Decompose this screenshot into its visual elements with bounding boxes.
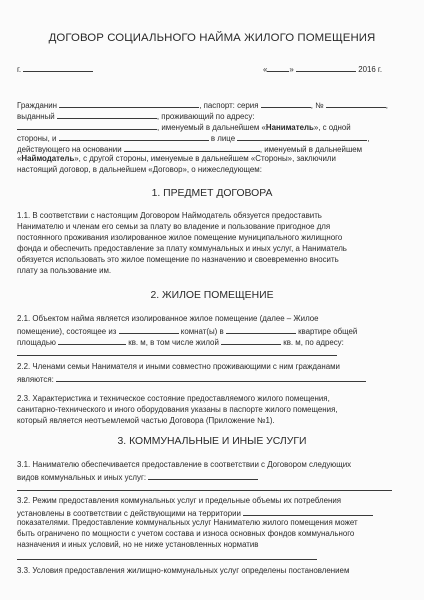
s3-p2-line-blank	[17, 551, 317, 563]
passport-series-field[interactable]	[261, 99, 311, 108]
s1-line: плату за пользование им.	[17, 266, 112, 275]
day-field[interactable]	[267, 63, 289, 72]
s3-p3-line-1: 3.3. Условия предоставления жилищно-коммунальных услуг определены постановлением	[17, 566, 350, 575]
s3-p2-line: назначения и иных условий, но не ниже установленных норматив	[17, 540, 259, 549]
issued-by-field[interactable]	[57, 110, 157, 119]
preamble-line-4: стороны, и в лице ,	[17, 134, 370, 143]
services-field-cont[interactable]	[17, 482, 392, 491]
month-field[interactable]	[296, 63, 356, 72]
s2-p1-line-2: помещение), состоящее из комнат(ы) в квартире общей	[17, 327, 358, 336]
preamble-line-2: выданный , проживающий по адресу:	[17, 112, 255, 121]
s1-line: фонда и обеспечить предоставление за плату коммунальных и иных услуг, а Наниматель	[17, 244, 347, 253]
s3-p1-line-3	[17, 482, 392, 494]
s2-p3-line: санитарно-технического и иного оборудования указаны в паспорте жилого помещения,	[17, 405, 338, 414]
basis-field[interactable]	[124, 143, 260, 152]
s3-p1-line-2: видов коммунальных и иных услуг:	[17, 471, 258, 483]
year-text: 2016 г.	[358, 65, 383, 74]
s2-p2-line-1: 2.2. Членами семьи Нанимателя и иными совместно проживающими с ним гражданами	[17, 362, 340, 371]
preamble-line-3: , именуемый в дальнейшем «Наниматель», с одной	[17, 121, 351, 133]
s1-line: обязуется использовать это жилое помещение по назначению и своевременно вносить	[17, 255, 339, 264]
dwelling-address-field[interactable]	[17, 347, 337, 356]
services-field[interactable]	[148, 471, 258, 480]
s2-p3-line: который является неотъемлемой частью Договора (Приложение №1).	[17, 416, 275, 425]
preamble-line-7: настоящий договор, в дальнейшем «Договор», о нижеследующем:	[17, 165, 262, 174]
citizen-name-field[interactable]	[59, 99, 199, 108]
living-area-field[interactable]	[221, 336, 281, 345]
document-title: ДОГОВОР СОЦИАЛЬНОГО НАЙМА ЖИЛОГО ПОМЕЩЕНИЯ	[48, 32, 376, 44]
s3-p2-line: установлены в соответствии с действующими на территории	[17, 507, 373, 519]
section-3-heading: 3. КОММУНАЛЬНЫЕ И ИНЫЕ УСЛУГИ	[117, 436, 307, 447]
s2-p3-line: 2.3. Характеристика и техническое состояние предоставляемого жилого помещения,	[17, 394, 330, 403]
preamble-line-5: действующего на основании , именуемый в дальнейшем	[17, 145, 363, 154]
section-1-heading: 1. ПРЕДМЕТ ДОГОВОРА	[151, 188, 273, 199]
s3-p2-line: быть ограничено по мощности с учетом состава и износа основных фондов коммунального	[17, 529, 355, 538]
section-2-heading: 2. ЖИЛОЕ ПОМЕЩЕНИЕ	[150, 290, 274, 301]
territory-field[interactable]	[243, 507, 373, 516]
s3-p2-line: показателями. Предоставление коммунальных услуг Нанимателю жилого помещения может	[17, 518, 358, 527]
rooms-count-field[interactable]	[119, 325, 179, 334]
s2-p2-line-2: являются:	[17, 373, 366, 385]
s2-p1-line-4	[17, 347, 337, 359]
s3-p2-line: 3.2. Режим предоставления коммунальных услуг и предельные объемы их потребления	[17, 496, 342, 505]
s1-line: 1.1. В соответствии с настоящим Договором Наймодатель обязуется предоставить	[17, 211, 322, 220]
city-prefix: г.	[17, 65, 22, 74]
address-field[interactable]	[17, 121, 157, 130]
total-area-field[interactable]	[58, 336, 126, 345]
s1-line: Нанимателю и членам его семьи за плату во владение и пользование пригодное для	[17, 222, 331, 231]
preamble-line-1: Гражданин , паспорт: серия , № ,	[17, 101, 388, 110]
city-line	[17, 63, 93, 75]
preamble-line-6: «Наймодатель», с другой стороны, именуемые в дальнейшем «Стороны», заключили	[17, 154, 336, 163]
city-field[interactable]	[23, 63, 93, 72]
norms-field[interactable]	[17, 551, 317, 560]
s2-p1-line-1: 2.1. Объектом найма является изолированное жилое помещение (далее – Жилое	[17, 314, 319, 323]
apartment-field[interactable]	[226, 325, 296, 334]
passport-number-field[interactable]	[326, 99, 386, 108]
family-members-field[interactable]	[56, 373, 366, 382]
representative-field[interactable]	[237, 132, 367, 141]
s3-p1-line-1: 3.1. Нанимателю обеспечивается предоставление в соответствии с Договором следующих	[17, 460, 352, 469]
landlord-org-field[interactable]	[59, 132, 209, 141]
s2-p1-line-3: площадью кв. м, в том числе жилой кв. м, по адресу:	[17, 338, 344, 347]
s1-line: постоянного проживания изолированное жилое помещение муниципального жилищного	[17, 233, 343, 242]
date-line: « » 2016 г.	[263, 65, 383, 74]
